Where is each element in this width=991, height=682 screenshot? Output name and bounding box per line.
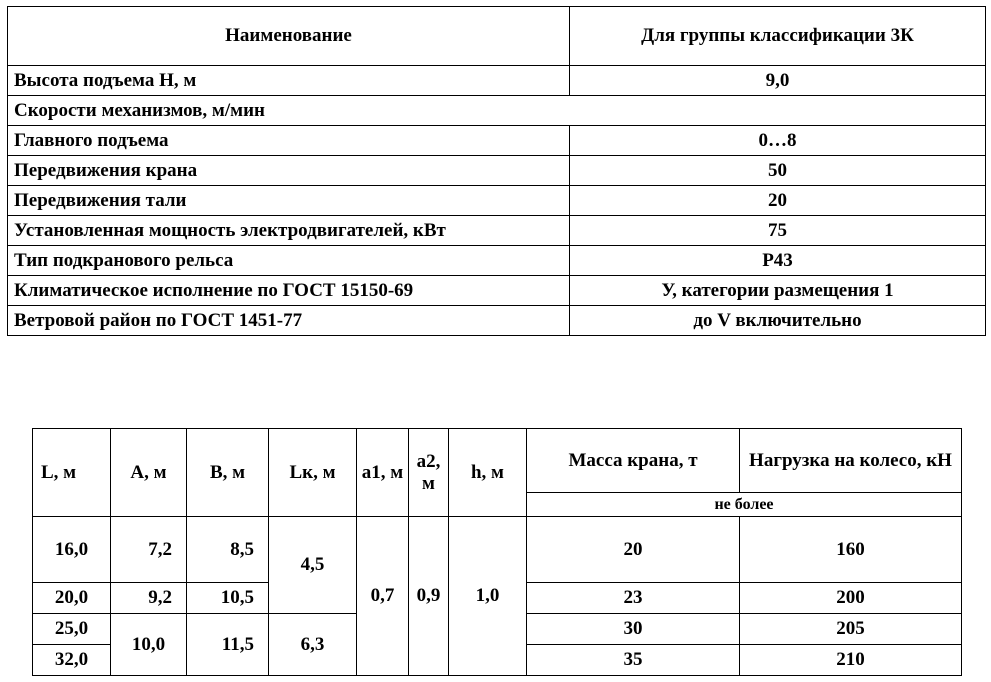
spec-value: 20 (570, 186, 986, 216)
cell-L: 32,0 (33, 645, 111, 676)
spec-name: Главного подъема (8, 126, 570, 156)
spec-row (8, 246, 986, 276)
header-A: А, м (111, 429, 187, 517)
cell-Lk: 6,3 (269, 614, 357, 676)
spec-value: 50 (570, 156, 986, 186)
cell-A: 10,0 (111, 614, 187, 676)
cell-load: 200 (740, 583, 962, 614)
header-mass: Масса крана, т (527, 429, 740, 493)
cell-load: 205 (740, 614, 962, 645)
header-value: Для группы классификации 3К (570, 7, 986, 66)
spec-section-title: Скорости механизмов, м/мин (8, 96, 986, 126)
header-h: h, м (449, 429, 527, 517)
spec-section-row (8, 96, 986, 126)
crane-dimensions-table (32, 428, 962, 676)
header-note: не более (527, 493, 962, 517)
spec-value: У, категории размещения 1 (570, 276, 986, 306)
header-L: L, м (33, 429, 111, 517)
header-a1: а1, м (357, 429, 409, 517)
spec-row (8, 306, 986, 336)
spec-name: Передвижения крана (8, 156, 570, 186)
cell-A: 9,2 (111, 583, 187, 614)
spec-row (8, 156, 986, 186)
crane-spec-table (7, 6, 986, 336)
spec-name: Высота подъема Н, м (8, 66, 570, 96)
cell-a1: 0,7 (357, 517, 409, 676)
spec-name: Климатическое исполнение по ГОСТ 15150-69 (8, 276, 570, 306)
spec-value: Р43 (570, 246, 986, 276)
spec-name: Ветровой район по ГОСТ 1451-77 (8, 306, 570, 336)
cell-mass: 20 (527, 517, 740, 583)
header-Lk: Lк, м (269, 429, 357, 517)
cell-a2: 0,9 (409, 517, 449, 676)
spec-row (8, 126, 986, 156)
spec-value: 9,0 (570, 66, 986, 96)
cell-Lk: 4,5 (269, 517, 357, 614)
cell-A: 7,2 (111, 517, 187, 583)
spec-row (8, 276, 986, 306)
cell-L: 16,0 (33, 517, 111, 583)
cell-B: 11,5 (187, 614, 269, 676)
spec-value: 0…8 (570, 126, 986, 156)
header-name: Наименование (8, 7, 570, 66)
header-a2: а2, м (409, 429, 449, 517)
spec-header-row (8, 7, 986, 66)
spec-row (8, 66, 986, 96)
spec-value: до V включительно (570, 306, 986, 336)
spec-row (8, 186, 986, 216)
cell-B: 10,5 (187, 583, 269, 614)
spec-name: Установленная мощность электродвигателей, кВт (8, 216, 570, 246)
header-B: В, м (187, 429, 269, 517)
spec-value: 75 (570, 216, 986, 246)
cell-B: 8,5 (187, 517, 269, 583)
header-load: Нагрузка на колесо, кН (740, 429, 962, 493)
dims-header-row (33, 429, 962, 493)
cell-mass: 30 (527, 614, 740, 645)
spec-name: Тип подкранового рельса (8, 246, 570, 276)
cell-mass: 23 (527, 583, 740, 614)
cell-mass: 35 (527, 645, 740, 676)
spec-row (8, 216, 986, 246)
cell-load: 210 (740, 645, 962, 676)
cell-L: 25,0 (33, 614, 111, 645)
cell-h: 1,0 (449, 517, 527, 676)
spec-name: Передвижения тали (8, 186, 570, 216)
cell-L: 20,0 (33, 583, 111, 614)
table-row (33, 517, 962, 583)
cell-load: 160 (740, 517, 962, 583)
